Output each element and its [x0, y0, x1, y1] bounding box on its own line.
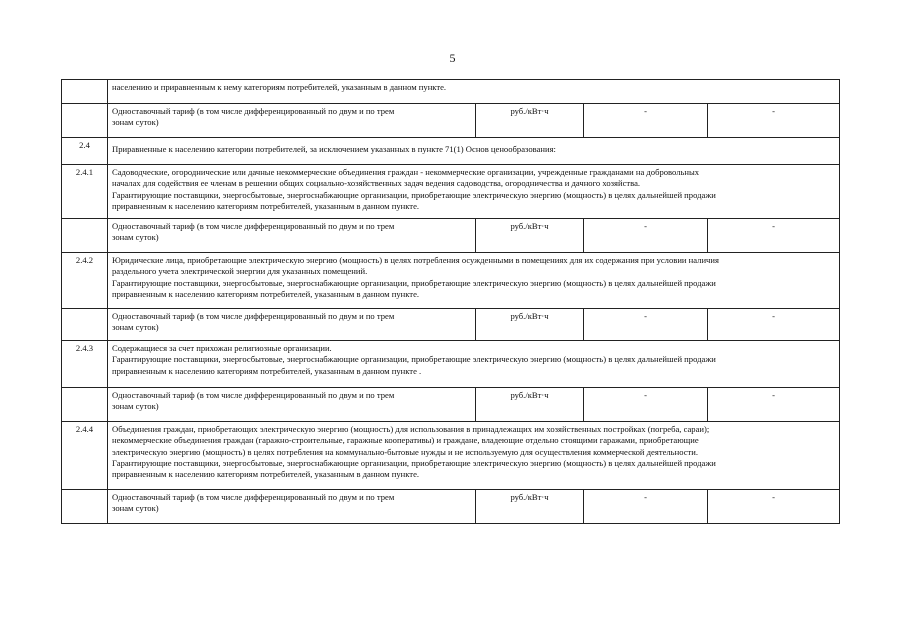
table-row: [62, 80, 840, 104]
table-row: [62, 422, 840, 490]
number-cell: [62, 104, 108, 138]
section-text: Юридические лица, приобретающие электрическую энергию (мощность) в целях потребления осужденными в помещениях для их содержания при условии наличия раздельного учета электрической энергии для указанных помещений. Гарантирующие поставщики, энергосбытовые, энергоснабжающие организации, приобретающие электрическую энергию (мощность) в целях дальнейшей продажи приравненным к населению категориям потребителей, указанным в данном пункте.: [108, 253, 840, 309]
row-number: 2.4: [62, 138, 108, 165]
table-row: [62, 253, 840, 309]
row-number: 2.4.3: [62, 341, 108, 388]
unit-cell: руб./кВт·ч: [476, 219, 584, 253]
tariff-row: [62, 490, 840, 524]
unit-cell: руб./кВт·ч: [476, 309, 584, 341]
value-cell: -: [708, 219, 840, 253]
value-cell: -: [584, 104, 708, 138]
row-number: 2.4.1: [62, 165, 108, 219]
number-cell: [62, 80, 108, 104]
tariff-label: Одноставочный тариф (в том числе дифференцированный по двум и по трем зонам суток): [108, 219, 476, 253]
tariff-label: Одноставочный тариф (в том числе дифференцированный по двум и по трем зонам суток): [108, 309, 476, 341]
value-cell: -: [584, 490, 708, 524]
page-number: 5: [449, 51, 456, 65]
continuation-text: населению и приравненным к нему категориям потребителей, указанным в данном пункте.: [108, 80, 840, 104]
tariff-table: [61, 79, 840, 524]
row-number: 2.4.4: [62, 422, 108, 490]
number-cell: [62, 490, 108, 524]
unit-cell: руб./кВт·ч: [476, 104, 584, 138]
section-text: Садоводческие, огороднические или дачные некоммерческие объединения граждан - некоммерческие организации, учрежденные гражданами на добровольных началах для содействия ее членам в решении общих социально-хозяйственных задач ведения садоводства, огородничества и дачного хозяйства. Гарантирующие поставщики, энергосбытовые, энергоснабжающие организации, приобретающие электрическую энергию (мощность) в целях дальнейшей продажи приравненным к населению категориям потребителей, указанным в данном пункте.: [108, 165, 840, 219]
section-text: Содержащиеся за счет прихожан религиозные организации. Гарантирующие поставщики, энергосбытовые, энергоснабжающие организации, приобретающие электрическую энергию (мощность) в целях дальнейшей продажи приравненным к населению категориям потребителей, указанным в данном пункте .: [108, 341, 840, 388]
section-text: Приравненные к населению категории потребителей, за исключением указанных в пункте 71(1) Основ ценообразования:: [108, 138, 840, 165]
value-cell: -: [708, 490, 840, 524]
tariff-row: [62, 219, 840, 253]
table-row: [62, 341, 840, 388]
table-row: [62, 165, 840, 219]
number-cell: [62, 388, 108, 422]
value-cell: -: [708, 309, 840, 341]
unit-cell: руб./кВт·ч: [476, 388, 584, 422]
unit-cell: руб./кВт·ч: [476, 490, 584, 524]
tariff-row: [62, 104, 840, 138]
value-cell: -: [584, 309, 708, 341]
tariff-label: Одноставочный тариф (в том числе дифференцированный по двум и по трем зонам суток): [108, 490, 476, 524]
section-text: Объединения граждан, приобретающих электрическую энергию (мощность) для использования в принадлежащих им хозяйственных постройках (погреба, сараи); некоммерческие объединения граждан (гаражно-строительные, гаражные кооперативы) и граждане, владеющие отдельно стоящими гаражами, приобретающие электрическую энергию (мощность) в целях потребления на коммунально-бытовые нужды и не используемую для осуществления коммерческой деятельности. Гарантирующие поставщики, энергосбытовые, энергоснабжающие организации, приобретающие электрическую энергию (мощность) в целях дальнейшей продажи приравненным к населению категориям потребителей, указанным в данном пункте.: [108, 422, 840, 490]
value-cell: -: [708, 104, 840, 138]
tariff-label: Одноставочный тариф (в том числе дифференцированный по двум и по трем зонам суток): [108, 104, 476, 138]
tariff-row: [62, 309, 840, 341]
tariff-row: [62, 388, 840, 422]
tariff-label: Одноставочный тариф (в том числе дифференцированный по двум и по трем зонам суток): [108, 388, 476, 422]
number-cell: [62, 309, 108, 341]
number-cell: [62, 219, 108, 253]
value-cell: -: [584, 219, 708, 253]
value-cell: -: [584, 388, 708, 422]
value-cell: -: [708, 388, 840, 422]
row-number: 2.4.2: [62, 253, 108, 309]
table-row: [62, 138, 840, 165]
